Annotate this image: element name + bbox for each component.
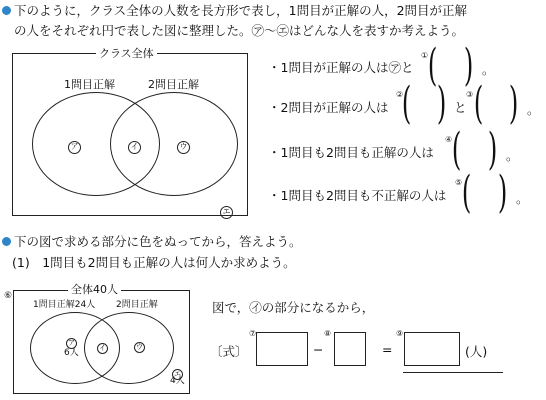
label2-q2-correct: 2問目正解 bbox=[116, 300, 158, 310]
section-2-subquestion: (1) 1問目も2問目も正解の人は何人か求めよう。 bbox=[12, 255, 296, 270]
q1-open-paren: ( bbox=[427, 40, 438, 91]
intro-line-2: の人をそれぞれ円で表した図に整理した。㋐～㋓はどんな人を表すか考えよう。 bbox=[14, 23, 465, 38]
class-title: クラス全体 bbox=[96, 47, 157, 60]
region2-e: エ bbox=[174, 370, 181, 378]
diagram2-number: ⑥ bbox=[4, 291, 13, 301]
q3-number: ③ bbox=[466, 90, 474, 99]
q2-and: と bbox=[454, 100, 467, 115]
section-2-heading: 下の図で求める部分に色をぬってから，答えよう。 bbox=[2, 234, 302, 250]
question-4-text: ・1問目も2問目も不正解の人は bbox=[268, 188, 447, 203]
label-q2-correct: 2問目正解 bbox=[148, 78, 199, 91]
bullet-icon bbox=[2, 6, 11, 15]
q4-suffix: 。 bbox=[506, 148, 519, 163]
n7-number: ⑦ bbox=[249, 329, 257, 338]
question-3-text: ・1問目も2問目も正解の人は bbox=[268, 145, 434, 160]
unit-label: (人) bbox=[465, 344, 488, 359]
region2-u: ウ bbox=[136, 343, 143, 351]
answer-underline bbox=[403, 372, 503, 373]
region-e: エ bbox=[220, 199, 233, 219]
q3-close-paren: ) bbox=[508, 78, 519, 129]
region2-a: ア bbox=[68, 339, 75, 347]
q2-number: ② bbox=[396, 90, 404, 99]
shiki-label: 〔式〕 bbox=[210, 344, 248, 359]
region-u: ウ bbox=[177, 134, 190, 154]
question-1-text: ・1問目が正解の人は㋐と bbox=[268, 60, 414, 75]
q5-open-paren: ( bbox=[461, 167, 472, 218]
label2-q1-correct: 1問目正解24人 bbox=[33, 300, 96, 310]
region2-i: イ bbox=[99, 344, 106, 352]
q4-close-paren: ) bbox=[487, 124, 498, 175]
region-a: ア bbox=[68, 134, 81, 154]
equals-sign: = bbox=[382, 342, 393, 357]
q1-number: ① bbox=[421, 51, 429, 60]
whole-title: 全体40人 bbox=[68, 283, 121, 296]
intro-line-1: 下のように，クラス全体の人数を長方形で表し，1問目が正解の人，2問目が正解 bbox=[2, 3, 467, 19]
q5-close-paren: ) bbox=[497, 167, 508, 218]
q4-number: ④ bbox=[445, 135, 453, 144]
n9-number: ⑨ bbox=[396, 329, 404, 338]
minus-sign: − bbox=[313, 342, 324, 357]
answer-caption: 図で，㋑の部分になるから， bbox=[212, 300, 375, 315]
q4-open-paren: ( bbox=[451, 124, 462, 175]
region2-e-count: 4人 bbox=[170, 376, 185, 386]
q5-suffix: 。 bbox=[516, 191, 529, 206]
q2-open-paren: ( bbox=[401, 78, 412, 129]
region2-a-count: 6人 bbox=[64, 348, 79, 358]
region-i: イ bbox=[128, 134, 141, 154]
q3-open-paren: ( bbox=[473, 78, 484, 129]
answer-box-9[interactable] bbox=[404, 332, 460, 366]
q5-number: ⑤ bbox=[455, 178, 463, 187]
q1-suffix: 。 bbox=[482, 62, 495, 77]
label-q1-correct: 1問目正解 bbox=[64, 78, 115, 91]
q1-close-paren: ) bbox=[463, 40, 474, 91]
q2-suffix: 。 bbox=[527, 102, 540, 117]
bullet-icon bbox=[2, 237, 11, 246]
answer-box-8[interactable] bbox=[334, 332, 366, 366]
question-2-text: ・2問目が正解の人は bbox=[268, 100, 389, 115]
n8-number: ⑧ bbox=[324, 329, 332, 338]
answer-box-7[interactable] bbox=[256, 332, 308, 366]
q2-close-paren: ) bbox=[436, 78, 447, 129]
